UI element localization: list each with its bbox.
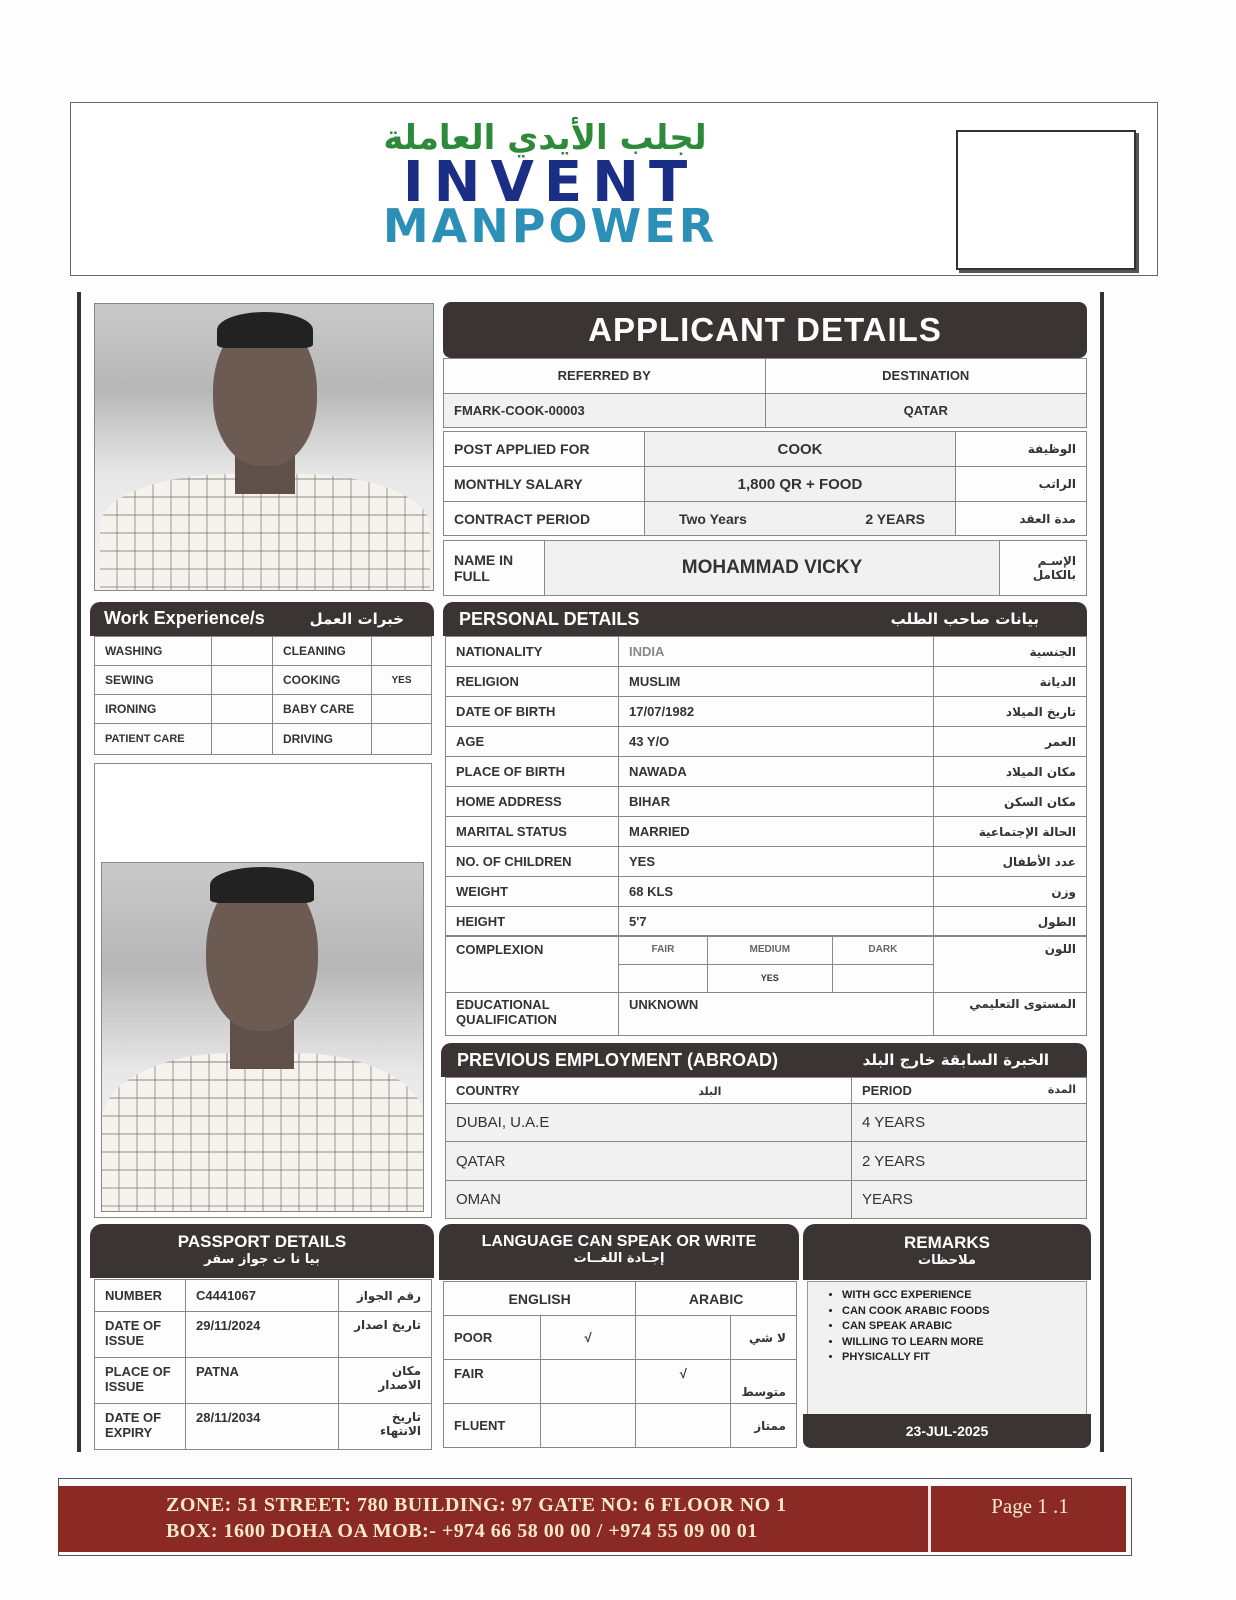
salary-value: 1,800 QR + FOOD (645, 467, 956, 502)
education-label: EDUCATIONAL QUALIFICATION (446, 993, 619, 1036)
personal-value: NAWADA (619, 757, 934, 787)
language-arabic: ARABIC (636, 1282, 797, 1316)
personal-label: DATE OF BIRTH (446, 697, 619, 727)
salary-label-ar: الراتب (956, 467, 1087, 502)
prev-period-label: PERIOD (862, 1083, 912, 1099)
personal-label: RELIGION (446, 667, 619, 697)
language-english-mark (541, 1360, 636, 1404)
previous-employment-table (445, 1077, 1087, 1219)
applicant-photo-top (94, 303, 434, 591)
personal-label-ar: الحالة الإجتماعية (934, 817, 1087, 847)
language-level: POOR (444, 1316, 541, 1360)
referred-by-value: FMARK-COOK-00003 (444, 393, 766, 428)
personal-value: MARRIED (619, 817, 934, 847)
personal-label: NATIONALITY (446, 637, 619, 667)
applicant-name: MOHAMMAD VICKY (545, 541, 1000, 596)
destination-label: DESTINATION (765, 359, 1087, 394)
prev-country-label-ar: البلد (698, 1085, 722, 1099)
work-skill-value (372, 724, 432, 755)
personal-label-ar: الديانة (934, 667, 1087, 697)
personal-value: 5'7 (619, 907, 934, 937)
logo-invent: INVENT (402, 150, 698, 215)
destination-value: QATAR (765, 393, 1087, 428)
complexion-option-fair: FAIR (619, 936, 708, 965)
prev-title: PREVIOUS EMPLOYMENT (ABROAD) (457, 1050, 779, 1070)
passport-label-ar: تاريخ اصدار (339, 1312, 432, 1358)
prev-period: YEARS (852, 1180, 1087, 1218)
work-skill: WASHING (95, 637, 212, 666)
personal-label: AGE (446, 727, 619, 757)
passport-value: C4441067 (186, 1280, 339, 1312)
work-skill-value (212, 637, 273, 666)
job-value: COOK (645, 432, 956, 467)
footer-divider (928, 1486, 931, 1552)
remarks-title-ar: ملاحظات (918, 1253, 976, 1268)
language-english-mark (541, 1404, 636, 1448)
remark-item: • WITH GCC EXPERIENCE (842, 1288, 1086, 1304)
personal-title: PERSONAL DETAILS (459, 609, 640, 629)
passport-label: DATE OF EXPIRY (95, 1404, 186, 1450)
work-skill: PATIENT CARE (95, 724, 212, 755)
passport-value: 28/11/2034 (186, 1404, 339, 1450)
prev-period: 2 YEARS (852, 1142, 1087, 1180)
work-skill-value: YES (372, 666, 432, 695)
language-level-ar: متوسط (731, 1360, 797, 1404)
passport-details-header (90, 1224, 434, 1278)
passport-label: NUMBER (95, 1280, 186, 1312)
passport-table (94, 1279, 432, 1450)
complexion-label-ar: اللون (934, 936, 1087, 993)
passport-label-ar: رقم الجواز (339, 1280, 432, 1312)
language-title: LANGUAGE CAN SPEAK OR WRITE (481, 1233, 757, 1250)
personal-table (445, 636, 1087, 937)
language-level: FLUENT (444, 1404, 541, 1448)
language-level: FAIR (444, 1360, 541, 1404)
work-skill-value (212, 666, 273, 695)
work-skill: IRONING (95, 695, 212, 724)
referred-by-label: REFERRED BY (444, 359, 766, 394)
name-label-ar: الإسـم بالكامل (1000, 541, 1087, 596)
language-arabic-mark: √ (636, 1360, 731, 1404)
complexion-mark: YES (707, 964, 832, 993)
personal-details-header (443, 602, 1087, 636)
contract-label: CONTRACT PERIOD (444, 502, 645, 536)
personal-label-ar: عدد الأطفال (934, 847, 1087, 877)
contract-label-ar: مدة العقد (956, 502, 1087, 536)
remark-item: • WILLING TO LEARN MORE (842, 1335, 1086, 1351)
personal-value: 68 KLS (619, 877, 934, 907)
language-table (443, 1281, 797, 1448)
personal-label-ar: العمر (934, 727, 1087, 757)
passport-value: PATNA (186, 1358, 339, 1404)
work-skill: CLEANING (273, 637, 372, 666)
personal-label-ar: الطول (934, 907, 1087, 937)
previous-employment-header (441, 1043, 1087, 1077)
personal-value: 43 Y/O (619, 727, 934, 757)
remark-item: • PHYSICALLY FIT (842, 1350, 1086, 1366)
remarks-header (803, 1224, 1091, 1280)
personal-label-ar: مكان الميلاد (934, 757, 1087, 787)
prev-country: QATAR (446, 1142, 852, 1180)
name-table (443, 540, 1087, 596)
remark-item: • CAN COOK ARABIC FOODS (842, 1304, 1086, 1320)
job-table (443, 431, 1087, 536)
work-skill-value (372, 637, 432, 666)
footer-address-line1: ZONE: 51 STREET: 780 BUILDING: 97 GATE NO: 6 FLOOR NO 1 (166, 1494, 787, 1516)
work-skill: BABY CARE (273, 695, 372, 724)
prev-country: OMAN (446, 1180, 852, 1218)
logo-arabic: لجلب الأيدي العاملة (383, 118, 707, 158)
language-arabic-mark (636, 1316, 731, 1360)
contract-value-years: 2 YEARS (865, 510, 925, 527)
language-english-mark: √ (541, 1316, 636, 1360)
language-arabic-mark (636, 1404, 731, 1448)
passport-value: 29/11/2024 (186, 1312, 339, 1358)
prev-period: 4 YEARS (852, 1104, 1087, 1142)
work-skill-value (212, 724, 273, 755)
job-label: POST APPLIED FOR (444, 432, 645, 467)
personal-label: HEIGHT (446, 907, 619, 937)
prev-country: DUBAI, U.A.E (446, 1104, 852, 1142)
passport-title-ar: بيا نا ت جواز سفر (204, 1252, 320, 1267)
complexion-table (445, 935, 1087, 993)
passport-label-ar: تاريخ الانتهاء (339, 1404, 432, 1450)
work-skill-value (372, 695, 432, 724)
passport-label: PLACE OF ISSUE (95, 1358, 186, 1404)
work-table (94, 636, 432, 755)
education-value: UNKNOWN (619, 993, 934, 1036)
prev-period-header (852, 1078, 1087, 1104)
work-skill: SEWING (95, 666, 212, 695)
applicant-photo-full (101, 862, 424, 1212)
remarks-list (808, 1288, 1086, 1366)
personal-value: YES (619, 847, 934, 877)
passport-title: PASSPORT DETAILS (177, 1232, 347, 1251)
personal-label: MARITAL STATUS (446, 817, 619, 847)
personal-value: MUSLIM (619, 667, 934, 697)
language-level-ar: لا شي (731, 1316, 797, 1360)
language-english: ENGLISH (444, 1282, 636, 1316)
personal-label: HOME ADDRESS (446, 787, 619, 817)
language-level-ar: ممتاز (731, 1404, 797, 1448)
personal-label-ar: الجنسية (934, 637, 1087, 667)
passport-label-ar: مكان الاصدار (339, 1358, 432, 1404)
work-experience-header (90, 602, 434, 636)
name-label: NAME IN FULL (444, 541, 545, 596)
work-skill: COOKING (273, 666, 372, 695)
personal-label: WEIGHT (446, 877, 619, 907)
remarks-box (807, 1281, 1087, 1415)
complexion-mark (619, 964, 708, 993)
complexion-option-medium: MEDIUM (707, 936, 832, 965)
personal-title-ar: بيانات صاحب الطلب (890, 610, 1039, 628)
passport-photo-placeholder (956, 130, 1136, 270)
personal-label-ar: مكان السكن (934, 787, 1087, 817)
prev-title-ar: الخبرة السابقة خارج البلد (862, 1051, 1049, 1069)
logo-manpower: MANPOWER (382, 199, 718, 253)
applicant-details-title: APPLICANT DETAILS (443, 302, 1087, 358)
personal-label-ar: تاريخ الميلاد (934, 697, 1087, 727)
passport-label: DATE OF ISSUE (95, 1312, 186, 1358)
work-title-ar: خبرات العمل (309, 610, 404, 628)
complexion-option-dark: DARK (832, 936, 933, 965)
remarks-title: REMARKS (904, 1233, 990, 1252)
complexion-mark (832, 964, 933, 993)
personal-value: 17/07/1982 (619, 697, 934, 727)
frame-right-line (1100, 292, 1104, 1452)
personal-value: INDIA (619, 637, 934, 667)
personal-label-ar: وزن (934, 877, 1087, 907)
education-table (445, 992, 1087, 1036)
prev-country-header (446, 1078, 852, 1104)
work-title: Work Experience/s (104, 608, 265, 628)
frame-left-line (77, 292, 81, 1452)
prev-country-label: COUNTRY (456, 1083, 520, 1099)
prev-period-label-ar: المدة (1047, 1083, 1076, 1097)
education-label-ar: المستوى التعليمي (934, 993, 1087, 1036)
job-label-ar: الوظيفة (956, 432, 1087, 467)
complexion-label: COMPLEXION (446, 936, 619, 993)
contract-value-text: Two Years (679, 510, 747, 527)
personal-value: BIHAR (619, 787, 934, 817)
personal-label: PLACE OF BIRTH (446, 757, 619, 787)
work-skill: DRIVING (273, 724, 372, 755)
language-title-ar: إجـادة اللغــات (573, 1251, 665, 1266)
remarks-date: 23-JUL-2025 (803, 1414, 1091, 1448)
personal-label: NO. OF CHILDREN (446, 847, 619, 877)
work-skill-value (212, 695, 273, 724)
footer-address-line2: BOX: 1600 DOHA OA MOB:- +974 66 58 00 00 / +974 55 09 00 01 (166, 1520, 758, 1542)
language-header (439, 1224, 799, 1280)
referral-table (443, 358, 1087, 428)
contract-value (645, 502, 956, 536)
salary-label: MONTHLY SALARY (444, 467, 645, 502)
remark-item: • CAN SPEAK ARABIC (842, 1319, 1086, 1335)
footer-page-number: Page 1 .1 (991, 1494, 1069, 1518)
